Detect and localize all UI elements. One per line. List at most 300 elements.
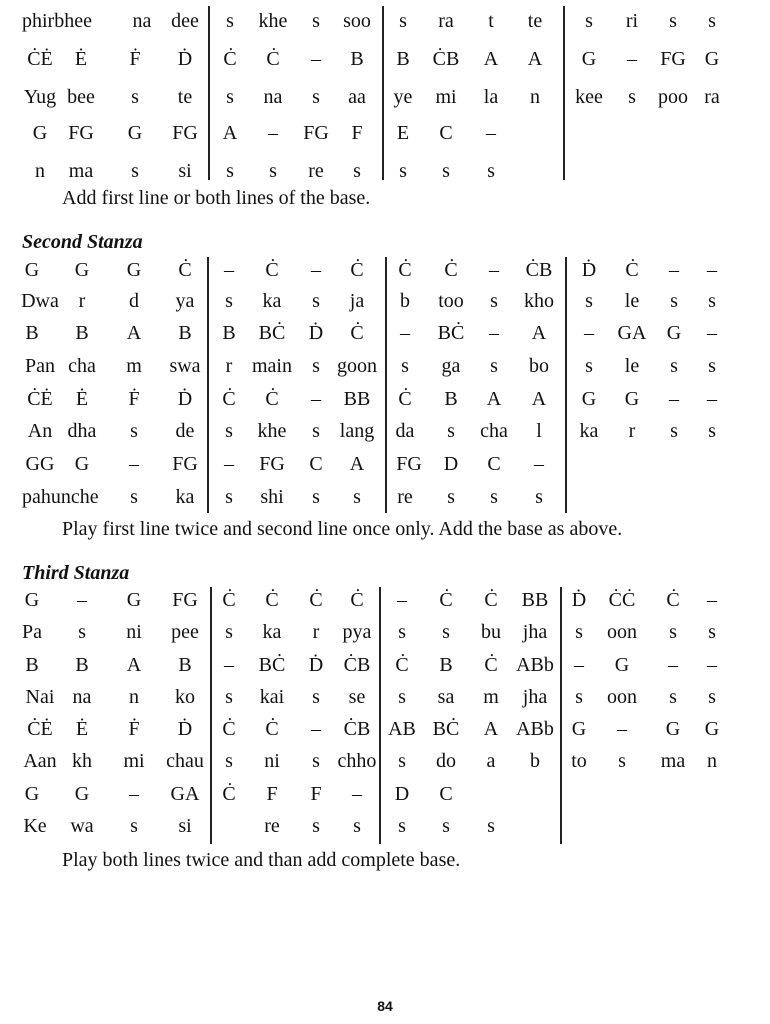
note: G — [74, 453, 90, 475]
syllable: ya — [175, 290, 195, 312]
note: B — [178, 322, 192, 344]
note: Ċ — [265, 589, 279, 611]
note: Ċ — [444, 259, 458, 281]
syllable: ka — [175, 486, 195, 508]
measure-bar — [563, 6, 565, 180]
note: – — [489, 259, 499, 281]
note: Ċ — [223, 48, 237, 70]
note: B — [178, 654, 192, 676]
note: BB — [521, 589, 549, 611]
stanza-heading: Second Stanza — [22, 231, 143, 253]
syllable: s — [130, 815, 138, 837]
note: B — [439, 654, 453, 676]
syllable: b — [400, 290, 410, 312]
note: – — [707, 259, 717, 281]
note: Ḋ — [308, 322, 324, 344]
note: Ė — [75, 718, 89, 740]
syllable: cha — [68, 355, 96, 377]
note: G — [581, 48, 597, 70]
syllable: s — [490, 355, 498, 377]
text-row — [0, 811, 770, 841]
text-row — [0, 156, 770, 186]
syllable: te — [177, 86, 193, 108]
syllable: bu — [481, 621, 501, 643]
syllable: m — [126, 355, 142, 377]
syllable: s — [312, 815, 320, 837]
note: Ḟ — [129, 48, 141, 70]
note: G — [571, 718, 587, 740]
note: ĊB — [432, 48, 460, 70]
syllable: s — [398, 686, 406, 708]
note: Ċ — [350, 259, 364, 281]
syllable: d — [129, 290, 139, 312]
syllable: Ke — [23, 815, 47, 837]
syllable: s — [225, 750, 233, 772]
note: ĊĊ — [608, 589, 636, 611]
note: A — [126, 322, 142, 344]
note: FG — [396, 453, 422, 475]
note: – — [311, 388, 321, 410]
syllable: re — [308, 160, 324, 182]
syllable: soo — [343, 10, 371, 32]
note: BĊ — [258, 654, 286, 676]
syllable: re — [264, 815, 280, 837]
note: A — [349, 453, 365, 475]
note: – — [617, 718, 627, 740]
syllable: s — [399, 10, 407, 32]
syllable: pya — [342, 621, 372, 643]
note: – — [669, 388, 679, 410]
text-row — [0, 617, 770, 647]
syllable: oon — [607, 686, 637, 708]
syllable: jha — [522, 686, 548, 708]
note: – — [311, 259, 321, 281]
syllable: to — [571, 750, 587, 772]
syllable: te — [527, 10, 543, 32]
syllable: r — [628, 420, 636, 442]
notation-row — [0, 44, 770, 74]
measure-bar — [560, 587, 562, 844]
note: E — [396, 122, 410, 144]
note: FG — [172, 453, 198, 475]
syllable: s — [708, 686, 716, 708]
syllable: s — [312, 355, 320, 377]
syllable: dha — [67, 420, 97, 442]
note: G — [24, 259, 40, 281]
note: – — [400, 322, 410, 344]
syllable: lang — [339, 420, 375, 442]
measure-bar — [379, 587, 381, 844]
note: B — [25, 322, 39, 344]
syllable: swa — [169, 355, 201, 377]
syllable: ga — [441, 355, 461, 377]
syllable: s — [312, 86, 320, 108]
note: – — [486, 122, 496, 144]
note: G — [24, 783, 40, 805]
syllable: pee — [171, 621, 199, 643]
note: – — [707, 322, 717, 344]
note: A — [531, 322, 547, 344]
note: Ċ — [265, 259, 279, 281]
syllable: Dwa — [21, 290, 59, 312]
syllable: s — [78, 621, 86, 643]
note: B — [350, 48, 364, 70]
note: Ċ — [666, 589, 680, 611]
measure-bar — [385, 257, 387, 513]
note: G — [24, 589, 40, 611]
note: Ċ — [222, 783, 236, 805]
syllable: si — [178, 160, 192, 182]
note: – — [534, 453, 544, 475]
note: GA — [617, 322, 647, 344]
note: FG — [172, 589, 198, 611]
note: Ḋ — [571, 589, 587, 611]
note: Ḋ — [177, 48, 193, 70]
syllable: ka — [579, 420, 599, 442]
note: ĊB — [343, 654, 371, 676]
note: Ḟ — [128, 388, 140, 410]
syllable: s — [399, 160, 407, 182]
syllable: ma — [660, 750, 686, 772]
note: D — [394, 783, 410, 805]
syllable: ni — [126, 621, 142, 643]
note: Ċ — [350, 589, 364, 611]
note: AB — [388, 718, 416, 740]
syllable: kai — [259, 686, 285, 708]
syllable: r — [312, 621, 320, 643]
syllable: kee — [575, 86, 603, 108]
note: C — [309, 453, 323, 475]
syllable: pahunche — [22, 486, 99, 508]
note: – — [268, 122, 278, 144]
note: Ċ — [398, 259, 412, 281]
note: Ḋ — [308, 654, 324, 676]
note: Ċ — [222, 589, 236, 611]
syllable: wa — [70, 815, 94, 837]
note: Ċ — [439, 589, 453, 611]
note: BĊ — [258, 322, 286, 344]
syllable: khe — [258, 10, 288, 32]
text-row — [0, 746, 770, 776]
note: G — [127, 122, 143, 144]
syllable: re — [397, 486, 413, 508]
note: Ċ — [398, 388, 412, 410]
notation-row — [0, 585, 770, 615]
note: C — [487, 453, 501, 475]
note: GG — [25, 453, 55, 475]
syllable: s — [708, 621, 716, 643]
note: A — [483, 48, 499, 70]
measure-bar — [207, 257, 209, 513]
note: ĊĖ — [27, 388, 53, 410]
syllable: shi — [260, 486, 284, 508]
note: G — [74, 259, 90, 281]
syllable: s — [353, 486, 361, 508]
syllable: de — [175, 420, 195, 442]
syllable: s — [312, 10, 320, 32]
syllable: s — [398, 815, 406, 837]
syllable: Nai — [25, 686, 55, 708]
note: – — [129, 453, 139, 475]
syllable: An — [27, 420, 53, 442]
syllable: phirbhee — [22, 10, 92, 32]
note: – — [224, 453, 234, 475]
syllable: s — [312, 290, 320, 312]
note: FG — [68, 122, 94, 144]
notation-row — [0, 118, 770, 148]
note: ĊĖ — [27, 48, 53, 70]
syllable: Aan — [23, 750, 57, 772]
syllable: s — [312, 420, 320, 442]
note: B — [75, 322, 89, 344]
note: Ḋ — [177, 388, 193, 410]
syllable: s — [618, 750, 626, 772]
measure-bar — [565, 257, 567, 513]
syllable: s — [708, 10, 716, 32]
note: B — [444, 388, 458, 410]
note: A — [483, 718, 499, 740]
syllable: s — [401, 355, 409, 377]
syllable: s — [225, 290, 233, 312]
note: BB — [343, 388, 371, 410]
syllable: ja — [349, 290, 365, 312]
note: F — [266, 783, 278, 805]
syllable: Yug — [23, 86, 57, 108]
note: G — [126, 589, 142, 611]
syllable: cha — [480, 420, 508, 442]
note: Ċ — [350, 322, 364, 344]
note: ĊB — [343, 718, 371, 740]
syllable: ka — [262, 621, 282, 643]
note: G — [665, 718, 681, 740]
note: – — [311, 718, 321, 740]
syllable: ka — [262, 290, 282, 312]
note: F — [351, 122, 363, 144]
syllable: s — [628, 86, 636, 108]
syllable: do — [436, 750, 456, 772]
syllable: n — [129, 686, 139, 708]
syllable: s — [312, 486, 320, 508]
syllable: s — [225, 420, 233, 442]
syllable: si — [178, 815, 192, 837]
note: G — [704, 718, 720, 740]
syllable: s — [490, 486, 498, 508]
syllable: s — [669, 686, 677, 708]
note: Ċ — [484, 654, 498, 676]
syllable: n — [530, 86, 540, 108]
syllable: s — [575, 686, 583, 708]
syllable: s — [585, 10, 593, 32]
syllable: s — [708, 355, 716, 377]
note: – — [627, 48, 637, 70]
note: G — [666, 322, 682, 344]
measure-bar — [382, 6, 384, 180]
syllable: s — [708, 420, 716, 442]
notation-row — [0, 650, 770, 680]
note: FG — [303, 122, 329, 144]
note: Ḋ — [177, 718, 193, 740]
syllable: n — [707, 750, 717, 772]
syllable: s — [670, 420, 678, 442]
syllable: r — [225, 355, 233, 377]
syllable: s — [447, 420, 455, 442]
note: ĊB — [525, 259, 553, 281]
syllable: poo — [658, 86, 688, 108]
syllable: l — [536, 420, 542, 442]
syllable: na — [263, 86, 283, 108]
note: G — [32, 122, 48, 144]
note: Ċ — [222, 388, 236, 410]
note: Ċ — [266, 48, 280, 70]
note: Ė — [74, 48, 88, 70]
note: Ċ — [484, 589, 498, 611]
note: – — [707, 654, 717, 676]
syllable: ri — [625, 10, 639, 32]
note: – — [707, 589, 717, 611]
syllable: la — [483, 86, 499, 108]
note: A — [126, 654, 142, 676]
syllable: le — [624, 355, 640, 377]
measure-bar — [210, 587, 212, 844]
syllable: s — [225, 486, 233, 508]
text-row — [0, 82, 770, 112]
syllable: kh — [72, 750, 92, 772]
syllable: s — [398, 750, 406, 772]
note: – — [584, 322, 594, 344]
syllable: khe — [257, 420, 287, 442]
syllable: s — [670, 355, 678, 377]
syllable: s — [226, 160, 234, 182]
note: ABb — [516, 718, 554, 740]
syllable: s — [442, 815, 450, 837]
note: B — [75, 654, 89, 676]
syllable: s — [670, 290, 678, 312]
syllable: s — [131, 160, 139, 182]
note: Ė — [75, 388, 89, 410]
note: Ċ — [395, 654, 409, 676]
syllable: too — [438, 290, 464, 312]
note: Ċ — [265, 388, 279, 410]
syllable: s — [226, 10, 234, 32]
note: – — [224, 259, 234, 281]
notation-row — [0, 779, 770, 809]
note: Ċ — [222, 718, 236, 740]
note: – — [311, 48, 321, 70]
syllable: n — [35, 160, 45, 182]
page-number: 84 — [377, 998, 393, 1014]
syllable: b — [530, 750, 540, 772]
syllable: s — [226, 86, 234, 108]
note: C — [439, 783, 453, 805]
text-row — [0, 682, 770, 712]
note: ĊĖ — [27, 718, 53, 740]
syllable: chau — [166, 750, 204, 772]
syllable: s — [490, 290, 498, 312]
note: G — [704, 48, 720, 70]
syllable: t — [488, 10, 494, 32]
syllable: s — [487, 160, 495, 182]
note: A — [531, 388, 547, 410]
note: A — [222, 122, 238, 144]
syllable: s — [535, 486, 543, 508]
syllable: oon — [607, 621, 637, 643]
note: G — [581, 388, 597, 410]
syllable: bo — [529, 355, 549, 377]
syllable: ni — [264, 750, 280, 772]
note: A — [486, 388, 502, 410]
syllable: m — [483, 686, 499, 708]
syllable: mi — [123, 750, 145, 772]
syllable: Pa — [22, 621, 42, 643]
syllable: r — [78, 290, 86, 312]
syllable: se — [348, 686, 366, 708]
note: – — [224, 654, 234, 676]
note: – — [669, 259, 679, 281]
note: A — [527, 48, 543, 70]
syllable: ye — [393, 86, 413, 108]
note: G — [74, 783, 90, 805]
syllable: s — [447, 486, 455, 508]
syllable: Pan — [25, 355, 55, 377]
syllable: s — [225, 621, 233, 643]
note: – — [668, 654, 678, 676]
syllable: da — [395, 420, 415, 442]
note: B — [396, 48, 410, 70]
syllable: s — [353, 815, 361, 837]
syllable: jha — [522, 621, 548, 643]
syllable: ma — [68, 160, 94, 182]
measure-bar — [208, 6, 210, 180]
syllable: s — [585, 290, 593, 312]
syllable: ra — [704, 86, 720, 108]
syllable: s — [442, 160, 450, 182]
syllable: s — [269, 160, 277, 182]
note: G — [624, 388, 640, 410]
note: – — [489, 322, 499, 344]
syllable: s — [130, 486, 138, 508]
note: – — [129, 783, 139, 805]
note: ABb — [516, 654, 554, 676]
syllable: goon — [337, 355, 377, 377]
note: G — [614, 654, 630, 676]
note: B — [222, 322, 236, 344]
stanza-heading: Third Stanza — [22, 562, 130, 584]
instruction-note: Play first line twice and second line once only. Add the base as above. — [62, 518, 623, 540]
syllable: s — [575, 621, 583, 643]
note: Ċ — [625, 259, 639, 281]
syllable: s — [312, 750, 320, 772]
note: BĊ — [437, 322, 465, 344]
note: G — [126, 259, 142, 281]
note: – — [574, 654, 584, 676]
syllable: s — [669, 621, 677, 643]
syllable: s — [353, 160, 361, 182]
text-row — [0, 6, 770, 36]
syllable: bee — [67, 86, 95, 108]
syllable: main — [252, 355, 292, 377]
syllable: s — [442, 621, 450, 643]
syllable: s — [398, 621, 406, 643]
note: F — [310, 783, 322, 805]
syllable: s — [708, 290, 716, 312]
note: GA — [170, 783, 200, 805]
syllable: a — [486, 750, 496, 772]
note: FG — [660, 48, 686, 70]
syllable: s — [585, 355, 593, 377]
note: FG — [172, 122, 198, 144]
syllable: na — [72, 686, 92, 708]
note: FG — [259, 453, 285, 475]
